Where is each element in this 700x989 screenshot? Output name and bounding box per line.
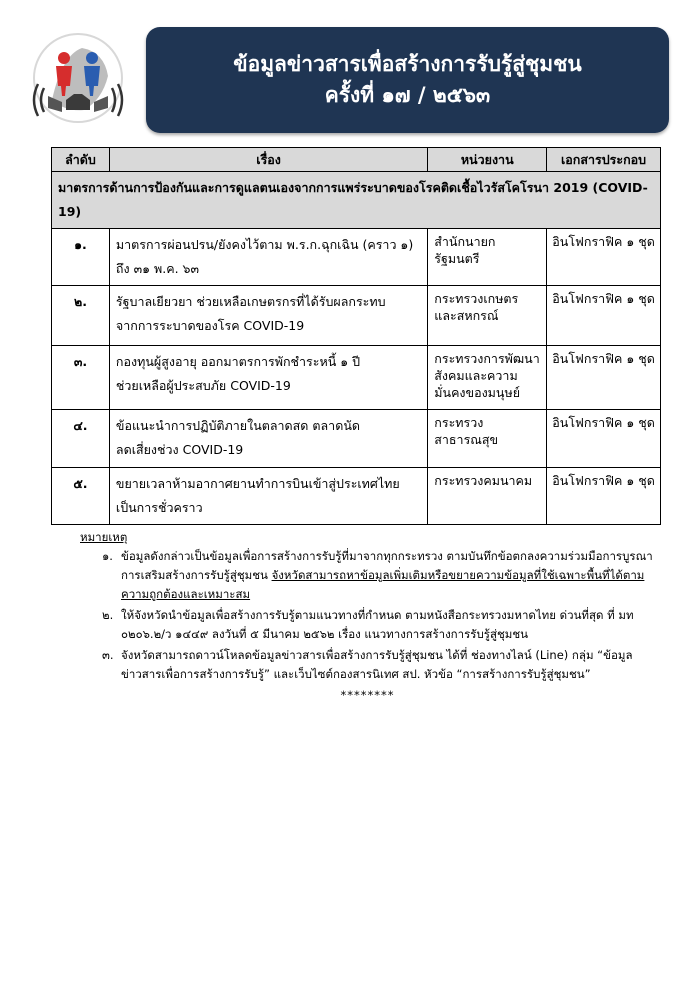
table-row (52, 346, 661, 410)
row-number: ๑. (52, 229, 110, 286)
row-topic-line: จากการระบาดของโรค COVID-19 (115, 318, 305, 333)
row-topic-line: ขยายเวลาห้ามอากาศยานทำการบินเข้าสู่ประเทศไทย (115, 476, 400, 491)
end-mark: ******** (340, 688, 395, 702)
note-number: ๒. (102, 608, 114, 622)
row-document: อินโฟกราฟิค ๑ ชุด (547, 286, 661, 346)
row-topic (109, 229, 427, 286)
row-topic-line: ถึง ๓๑ พ.ค. ๖๓ (115, 261, 200, 276)
note-number: ๓. (102, 648, 114, 662)
note-text: ให้จังหวัดนำข้อมูลเพื่อสร้างการรับรู้ตามแนวทางที่กำหนด ตามหนังสือกระทรวงมหาดไทย ด่วนที่สุด ที่ มท ๐๒๐๖.๒/ว ๑๔๔๙ ลงวันที่ ๕ มีนาคม ๒๕๖๒ เรื่อง แนวทางการสร้างการรับรู้สู่ชุมชน (121, 608, 634, 641)
row-topic-line: ลดเสี่ยงช่วง COVID-19 (115, 442, 244, 457)
notes-list (80, 547, 655, 684)
note-number: ๑. (102, 549, 113, 563)
row-topic-line: เป็นการชั่วคราว (115, 500, 203, 515)
row-document: อินโฟกราฟิค ๑ ชุด (547, 229, 661, 286)
note-item (80, 646, 655, 684)
row-topic (109, 286, 427, 346)
column-header-topic: เรื่อง (109, 148, 427, 172)
row-topic (109, 410, 427, 468)
category-row (52, 172, 661, 229)
row-agency: กระทรวงสาธารณสุข (428, 410, 547, 468)
row-number: ๔. (52, 410, 110, 468)
table-row (52, 410, 661, 468)
row-topic (109, 468, 427, 525)
note-text: ข้อมูลดังกล่าวเป็นข้อมูลเพื่อการสร้างการรับรู้ที่มาจากทุกกระทรวง ตามบันทึกข้อตกลงความร่วมมือการบูรณาการเสริมสร้างการรับรู้สู่ชุมชน (121, 549, 653, 582)
row-agency: สำนักนายกรัฐมนตรี (428, 229, 547, 286)
row-agency: กระทรวงคมนาคม (428, 468, 547, 525)
news-table (51, 147, 661, 525)
row-agency: กระทรวงการพัฒนาสังคมและความมั่นคงของมนุษย์ (428, 346, 547, 410)
row-agency: กระทรวงเกษตรและสหกรณ์ (428, 286, 547, 346)
note-underlined-text: จังหวัดสามารถหาข้อมูลเพิ่มเติมหรือขยายความข้อมูลที่ใช้เฉพาะพื้นที่ได้ตามความถูกต้องและเหมาะสม (121, 568, 645, 601)
row-number: ๕. (52, 468, 110, 525)
column-header-agency: หน่วยงาน (428, 148, 547, 172)
category-title: มาตรการด้านการป้องกันและการดูแลตนเองจากการแพร่ระบาดของโรคติดเชื้อไวรัสโคโรนา 2019 (COVID-19) (52, 172, 661, 229)
column-header-no: ลำดับ (52, 148, 110, 172)
row-topic (109, 346, 427, 410)
row-document: อินโฟกราฟิค ๑ ชุด (547, 468, 661, 525)
row-document: อินโฟกราฟิค ๑ ชุด (547, 410, 661, 468)
note-text: จังหวัดสามารถดาวน์โหลดข้อมูลข่าวสารเพื่อสร้างการรับรู้สู่ชุมชน ได้ที่ ช่องทางไลน์ (Line) กลุ่ม “ข้อมูลข่าวสารเพื่อการสร้างการรับรู้” และเว็บไซต์กองสารนิเทศ สป. หัวข้อ “การสร้างการรับรู้สู่ชุมชน” (121, 648, 633, 681)
row-number: ๓. (52, 346, 110, 410)
table-row (52, 468, 661, 525)
logo (22, 30, 134, 130)
page-title: ข้อมูลข่าวสารเพื่อสร้างการรับรู้สู่ชุมชน (233, 52, 582, 76)
issue-number: ครั้งที่ ๑๗ / ๒๕๖๓ (324, 83, 491, 107)
row-topic-line: ช่วยเหลือผู้ประสบภัย COVID-19 (115, 378, 291, 393)
table-row (52, 286, 661, 346)
row-document: อินโฟกราฟิค ๑ ชุด (547, 346, 661, 410)
row-number: ๒. (52, 286, 110, 346)
note-item (80, 547, 655, 604)
table-header-row (52, 148, 661, 172)
title-banner (146, 27, 669, 133)
table-row (52, 229, 661, 286)
note-item (80, 606, 655, 644)
row-topic-line: รัฐบาลเยียวยา ช่วยเหลือเกษตรกรที่ได้รับผลกระทบ (115, 294, 386, 309)
community-logo-icon (22, 30, 134, 130)
row-topic-line: มาตรการผ่อนปรน/ยังคงไว้ตาม พ.ร.ก.ฉุกเฉิน (คราว ๑) (115, 237, 414, 252)
row-topic-line: ข้อแนะนำการปฏิบัติภายในตลาดสด ตลาดนัด (115, 418, 360, 433)
notes-heading: หมายเหตุ (80, 530, 128, 544)
notes-section (80, 528, 655, 705)
column-header-document: เอกสารประกอบ (547, 148, 661, 172)
row-topic-line: กองทุนผู้สูงอายุ ออกมาตรการพักชำระหนี้ ๑ ปี (115, 354, 361, 369)
